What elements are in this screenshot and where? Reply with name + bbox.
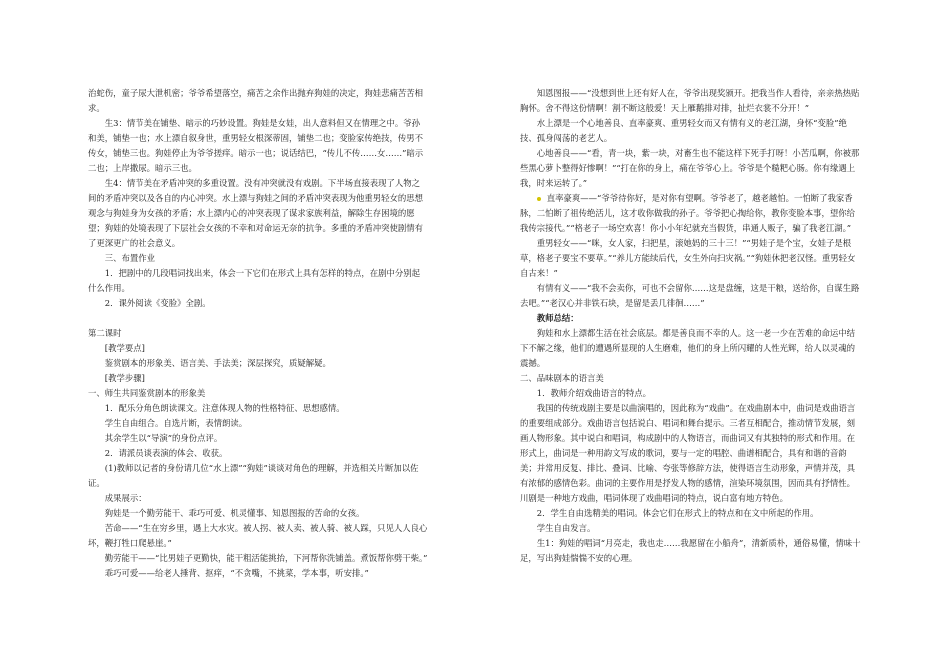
paragraph: 一、师生共同鉴赏剧本的形象美 bbox=[88, 388, 206, 398]
paragraph: 狗娃是一个勤劳能干、乖巧可爱、机灵懂事、知恩图报的苦命的女孩。 bbox=[104, 508, 365, 518]
paragraph: 三、布置作业 bbox=[104, 253, 156, 263]
paragraph: 1．配乐分角色朗读课文。注意体现人物的性格特征、思想感情。 bbox=[104, 403, 345, 413]
paragraph: 苦命——“生在穷乡里，遇上大水灾。被人拐、被人卖、被人骑、被人踩，只见人人良心坏，鞭打牲口爬悬崖。” bbox=[88, 523, 428, 548]
paragraph: 生3：情节美在铺垫、暗示的巧妙设置。狗娃是女娃，出人意料但又在情理之中。爷孙和美，铺垫一也；水上漂自叙身世，重男轻女根深蒂固，铺垫二也；变脸家传绝技，传男不传女，铺垫三也。狗娃停止为爷爷搓痒。暗示一也；说话结巴，“传儿不传……女……”暗示二也；上岸撒尿。暗示三也。 bbox=[88, 118, 424, 173]
paragraph: [教学步骤] bbox=[104, 373, 145, 383]
paragraph: 乖巧可爱——给老人捶背、抠痒，“不贪嘴，不挑菜，学本事，听安排。” bbox=[104, 568, 369, 578]
paragraph: 勤劳能干——“比男娃子更勤快，能干粗活能挑抬，下河帮你洗铺盖。煮饭帮你劈干柴。” bbox=[104, 553, 428, 563]
paragraph: 鉴赏剧本的形象美、语言美、手法美；深层探究，质疑解疑。 bbox=[104, 358, 331, 368]
paragraph: 2．学生自由选精美的唱词。体会它们在形式上的特点和在文中所起的作用。 bbox=[536, 508, 819, 518]
paragraph: 其余学生以“导演”的身份点评。 bbox=[104, 433, 223, 443]
paragraph: 学生自由发言。 bbox=[536, 523, 596, 533]
paragraph-text: 直率豪爽——“爷爷待你好，是对你有望啊。爷爷老了，越老越怕。一怕断了我家香脉，二怕断了祖传绝活儿，这才收你做我的孙子。爷爷把心掏给你，教你变脸本事，望你给我传宗接代。”“格老子一场空欢喜！你小小年纪就充当假货，串通人贩子，骗了我老江湖。” bbox=[520, 193, 855, 233]
paragraph: 治蛇伤，童子尿大泄机密；爷爷希望落空，痛苦之余作出抛弃狗娃的决定，狗娃悲痛苦苦相求。 bbox=[88, 88, 423, 113]
paragraph: 二、品味剧本的语言美 bbox=[520, 373, 604, 383]
paragraph: 心地善良——“看，青一块，紫一块，对畜生也不能这样下死手打呀！小苦瓜啊，你被那些黑心萝卜整得好惨啊！”“打在你的身上，痛在爷爷心上。爷爷是个糙粑心肠。你有缘遇上我，时来运转了。” bbox=[520, 148, 860, 188]
paragraph: 1．把剧中的几段唱词找出来，体会一下它们在形式上具有怎样的特点，在剧中分别起什么作用。 bbox=[88, 268, 420, 293]
paragraph: 有情有义——“我不会卖你，可也不会留你……这是盘缠，这是干粮，送给你，自谋生路去吧。”“老汉心并非铁石块，是留是丢几徘徊……” bbox=[520, 283, 860, 308]
paragraph: 生1：狗娃的唱词“月亮走，我也走……我愿留在小船舟”，清新质朴，通俗易懂，情味十足，写出狗娃惴惴不安的心理。 bbox=[520, 538, 861, 563]
paragraph: 教师总结： bbox=[536, 313, 579, 323]
paragraph: 2．课外阅读《变脸》全剧。 bbox=[104, 298, 211, 308]
paragraph: 知恩图报——“没想到世上还有好人在，爷爷出现奖颁开。把我当作人看待，亲亲热热贴胸怀。舍不得这份情啊！割不断这般爱！天上雁鹅排对排，扯烂衣裳不分开！” bbox=[520, 88, 860, 113]
paragraph: 狗娃和水上漂都生活在社会底层。都是善良而不幸的人。这一老一少在苦难的命运中结下不解之缘，他们的遭遇所显现的人生磨难，他们的身上所闪耀的人性光辉，给人以灵魂的震撼。 bbox=[520, 328, 856, 368]
paragraph bbox=[88, 311, 428, 326]
paragraph: (1)教师以记者的身份请几位“水上漂”“狗娃”谈谈对角色的理解，并选相关片断加以佐证。 bbox=[88, 463, 419, 488]
paragraph: 2．请派员谈表演的体会、收获。 bbox=[104, 448, 228, 458]
paragraph: 1．教师介绍戏曲语言的特点。 bbox=[536, 388, 651, 398]
paragraph: 第二课时 bbox=[88, 328, 122, 338]
paragraph: 我国的传统戏剧主要是以曲演唱的，因此称为“戏曲”。在戏曲剧本中，曲词是戏曲语言的重要组成部分。戏曲语言包括说白、唱词和舞台提示。三者互相配合，推动情节发展，刻画人物形象。其中说白和唱词，构成剧中的人物语言，而曲词又有其独特的形式和作用。在形式上，曲词是一种用韵文写成的歌词，要与一定的唱腔、曲谱相配合，具有和谐的音韵美；并常用反复、排比、叠词、比喻、夸张等修辞方法，使得语言生动形象，声情并茂，具有浓郁的感情色彩。曲词的主要作用是抒发人物的感情，渲染环境氛围，因而具有抒情性。川剧是一种地方戏曲，唱词体现了戏曲唱词的特点，说白富有地方特色。 bbox=[520, 403, 856, 503]
paragraph: 重男轻女——“咪，女人家，扫把星，滚她妈的三十三！”“男娃子是个宝，女娃子是根草，格老子要宝不要草。”“养儿方能续后代，女生外向扫灾祸。”“狗娃休把老汉怪。重男轻女自古来！” bbox=[520, 238, 856, 278]
paragraph: 生4：情节美在矛盾冲突的多重设置。没有冲突就没有戏剧。下半场直接表现了人物之间的矛盾冲突以及各自的内心冲突。水上漂与狗娃之间的矛盾冲突表现为他重男轻女的思想观念与狗娃身为女孩的矛盾；水上漂内心的冲突表现了谋求家族利益，解除生存困境的愿望；狗娃的处境表现了下层社会女孩的不幸和对命运无奈的抗争。多重的矛盾冲突使剧情有了更深更广的社会意义。 bbox=[88, 178, 423, 248]
paragraph: 成果展示： bbox=[104, 493, 147, 503]
paragraph: 水上漂是一个心地善良、直率豪爽、重男轻女而又有情有义的老江湖，身怀“变脸”绝技、孤身闯荡的老艺人。 bbox=[520, 118, 847, 143]
right-column bbox=[520, 86, 862, 566]
left-column bbox=[88, 86, 428, 581]
bullet-marker bbox=[537, 197, 541, 201]
paragraph: 学生自由组合。自选片断，表情朗读。 bbox=[104, 418, 248, 428]
paragraph bbox=[520, 191, 862, 236]
paragraph: [教学要点] bbox=[104, 343, 145, 353]
